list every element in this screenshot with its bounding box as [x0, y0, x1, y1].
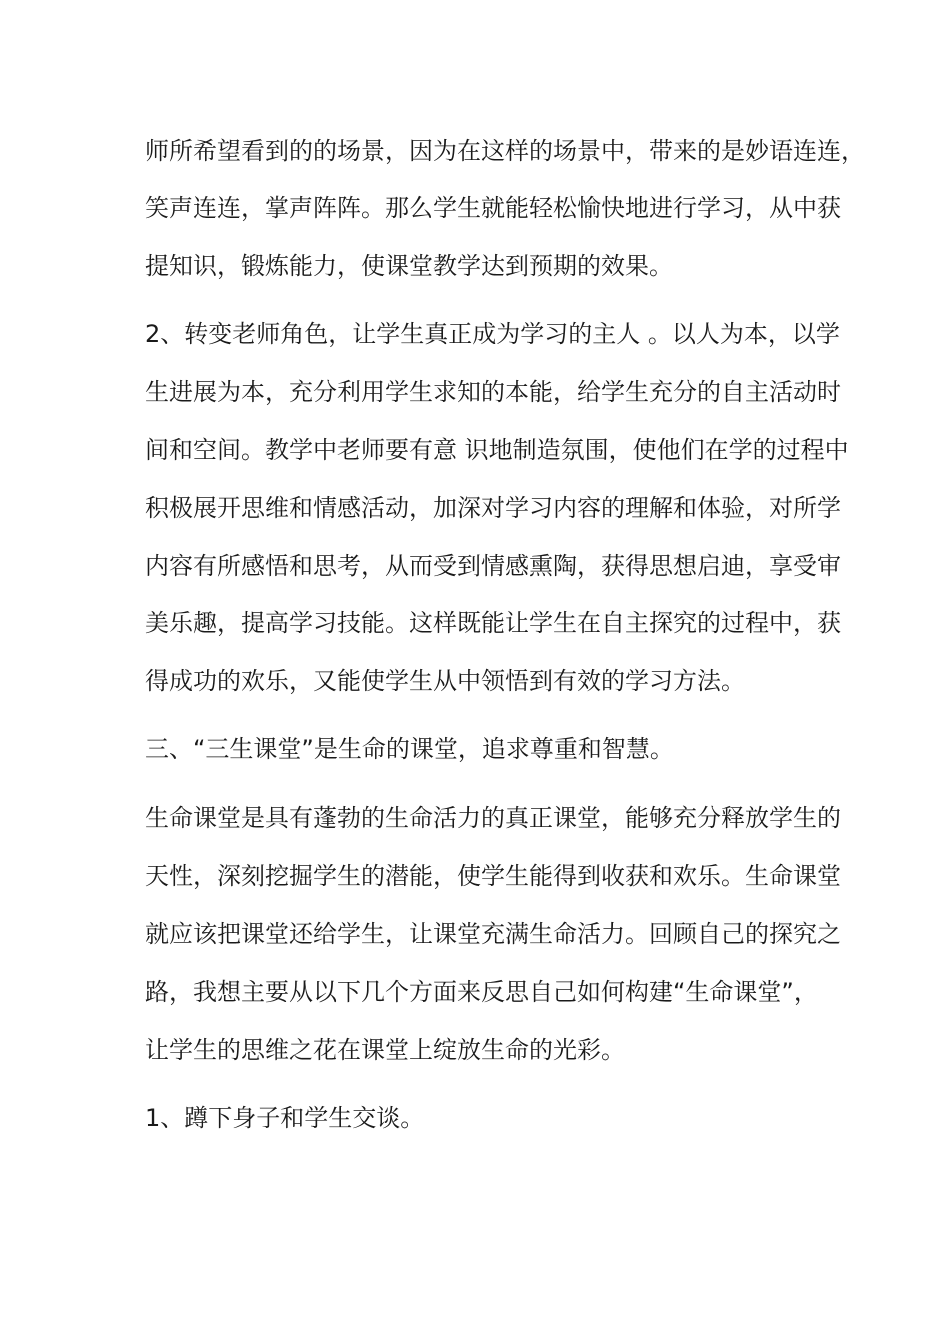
- section-heading: 三、“三生课堂”是生命的课堂，追求尊重和智慧。: [145, 735, 674, 763]
- text-line: 就应该把课堂还给学生，让课堂充满生命活力。回顾自己的探究之: [145, 920, 841, 948]
- text-line: 笑声连连，掌声阵阵。那么学生就能轻松愉快地进行学习，从中获: [145, 194, 841, 222]
- text-line: 内容有所感悟和思考，从而受到情感熏陶，获得思想启迪，享受审: [145, 552, 841, 580]
- text-line: 间和空间。教学中老师要有意 识地制造氛围，使他们在学的过程中: [145, 436, 849, 464]
- text-line: 天性，深刻挖掘学生的潜能，使学生能得到收获和欢乐。生命课堂: [145, 862, 841, 890]
- text-line: 得成功的欢乐，又能使学生从中领悟到有效的学习方法。: [145, 667, 745, 695]
- text-line: 积极展开思维和情感活动，加深对学习内容的理解和体验，对所学: [145, 494, 841, 522]
- text-line: 路，我想主要从以下几个方面来反思自己如何构建“生命课堂”，: [145, 978, 818, 1006]
- text-line: 提知识，锻炼能力，使课堂教学达到预期的效果。: [145, 252, 673, 280]
- text-line: 生命课堂是具有蓬勃的生命活力的真正课堂，能够充分释放学生的: [145, 804, 841, 832]
- text-line: 美乐趣，提高学习技能。这样既能让学生在自主探究的过程中，获: [145, 609, 841, 637]
- text-line: 2、转变老师角色，让学生真正成为学习的主人 。以人为本，以学: [145, 320, 840, 348]
- text-line: 生进展为本，充分利用学生求知的本能，给学生充分的自主活动时: [145, 378, 841, 406]
- text-line: 让学生的思维之花在课堂上绽放生命的光彩。: [145, 1036, 625, 1064]
- text-line: 师所希望看到的的场景，因为在这样的场景中，带来的是妙语连连，: [145, 137, 865, 165]
- list-item-heading: 1、蹲下身子和学生交谈。: [145, 1104, 425, 1132]
